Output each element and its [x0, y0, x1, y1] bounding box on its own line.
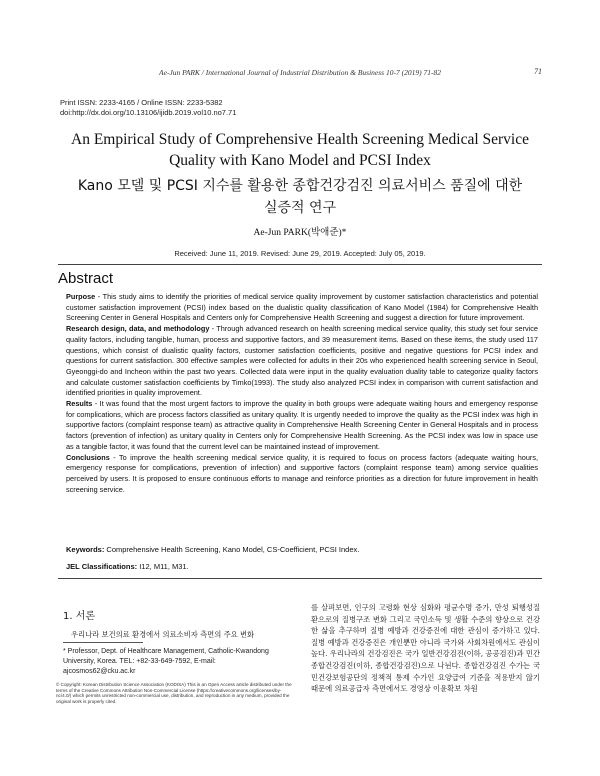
page-number: 71: [534, 67, 542, 76]
keywords: [66, 545, 538, 554]
copyright-notice: © Copyright: Korean Distribution Science Association (KODISA) This is an Open Access article distributed under the terms of the Creative Commons Attribution Non-Commercial License (https://creativecommons.org/licenses/by-nc/4.0/) which permits unrestricted non-commercial use, distribution, and reproduction in any medium, provided the original work is properly cited.: [56, 682, 292, 704]
keywords-label: Keywords:: [66, 545, 105, 554]
title-english-line1: An Empirical Study of Comprehensive Health Screening Medical Service: [71, 131, 529, 148]
section-heading-introduction: 1. 서론: [63, 611, 96, 622]
author-footnote: * Professor, Dept. of Healthcare Management, Catholic-Kwandong University, Korea. TEL: +82-33-649-7592, E-mail: ajcosmos62@cku.ac.kr: [63, 648, 269, 675]
doi-line: doi:http://dx.doi.org/10.13106/ijidb.2019.vol10.no7.71: [60, 107, 237, 117]
abstract-conclusions: [66, 453, 538, 496]
jel-label: JEL Classifications:: [66, 562, 138, 571]
abstract-heading: Abstract: [58, 270, 114, 287]
abstract-results: [66, 399, 538, 453]
purpose-label: Purpose: [66, 292, 96, 301]
title-english-line2: Quality with Kano Model and PCSI Index: [169, 152, 431, 169]
keywords-text: Comprehensive Health Screening, Kano Model, CS-Coefficient, PCSI Index.: [104, 545, 360, 554]
abstract-purpose: [66, 292, 538, 324]
results-text: - It was found that the most urgent factors to improve the quality in both groups were adequate waiting hours and emergency response for complications, which are process factors classified as unitary quality. It is urgently needed to improve the quality as the PCSI index was high in supportive factors (complaint response team) as attractive quality in Comprehensive Health Screening Center in General Hospitals and in process factors (prevention of infection) as unitary quality in Centers only for Comprehensive Health Screening. As the PCSI index was low in space use as a tangible factor, it was found that the current level can be maintained instead of improvement.: [66, 399, 538, 451]
title-korean: [40, 175, 560, 219]
intro-right-column: 를 살펴보면, 인구의 고령화 현상 심화와 평균수명 증가, 만성 퇴행성질환으로의 질병구조 변화 그리고 국민소득 및 생활 수준의 향상으로 건강한 삶을 추구하며 질병 예방과 건강증진에 대한 관심이 증가하고 있다. 질병 예방과 건강증진은 개인뿐만 아니라 국가와 사회차원에서도 관심이 높다. 우리나라의 건강검진은 국가 일반건강검진(이하, 공공검진)과 민간 종합건강검진(이하, 종합건강검진)으로 나뉜다. 종합건강검진 수가는 국민건강보험공단의 정책적 통제 수가인 요양급여 기준을 적용받지 않기 때문에 의료공급자 측면에서도 경영상 이윤확보 차원: [311, 603, 540, 694]
divider-top: [58, 264, 542, 265]
results-label: Results: [66, 399, 93, 409]
submission-dates: Received: June 11, 2019. Revised: June 29, 2019. Accepted: July 05, 2019.: [174, 249, 426, 258]
title-korean-line2: 실증적 연구: [263, 200, 337, 216]
conclusions-text: - To improve the health screening medical service quality, it is required to focus on process factors (adequate waiting hours, emergency response for complications, prevention of infection) and supportive factors (complaint response team) among service qualities perceived by users. It is proposed to ensure continuous efforts to manage and reinforce priorities as a direction for future improvement in health screening service.: [66, 452, 538, 494]
running-head: Ae-Jun PARK / International Journal of Industrial Distribution & Business 10-7 (2019) 71-82: [159, 68, 441, 77]
issn-block: [60, 98, 236, 117]
abstract-design: [66, 324, 538, 399]
footnote-rule: [63, 642, 143, 643]
conclusions-label: Conclusions: [66, 452, 110, 462]
abstract-body: [66, 292, 538, 495]
design-text: - Through advanced research on health screening medical service quality, this study set four service quality factors, including tangible, human, process and supportive factors, and 39 measurement items. Based on these items, the study used 117 questions, which consist of dualistic quality factors, customer satisfaction coefficients, positive and negative questions for PCSI index and questions for current satisfaction. 300 effective samples were collected for adults in their 20s who experienced health screening service in Seoul, Gyeonggi-do and Incheon within the past two years. Collected data were input in the quality evaluation duality table to categorize quality factors and calculate customer satisfaction coefficients by Timko(1993). The study also analyzed PCSI index in comparison with current satisfaction and identified priorities in quality improvement.: [66, 324, 538, 398]
design-label: Research design, data, and methodology: [66, 324, 210, 334]
divider-bottom: [58, 578, 542, 579]
title-korean-line1: Kano 모델 및 PCSI 지수를 활용한 종합건강검진 의료서비스 품질에 대한: [77, 178, 523, 194]
intro-paragraph: 우리나라 보건의료 환경에서 의료소비자 측면의 주요 변화: [71, 630, 255, 639]
jel-classifications: [66, 562, 538, 571]
jel-text: I12, M11, M31.: [137, 562, 189, 571]
purpose-text: - This study aims to identify the priorities of medical service quality improvement by customer satisfaction characteristics and potential customer satisfaction improvement (PCSI) index based on the dualistic quality classification of Kano Model (1984) for Comprehensive Health Screening Center in General Hospitals and Centers only for Comprehensive Health Screening and suggest a direction for future improvement.: [66, 292, 538, 323]
issn-line: Print ISSN: 2233-4165 / Online ISSN: 2233-5382: [60, 98, 223, 107]
author-name: Ae-Jun PARK(박애준)*: [253, 228, 347, 238]
title-english: [40, 129, 560, 171]
